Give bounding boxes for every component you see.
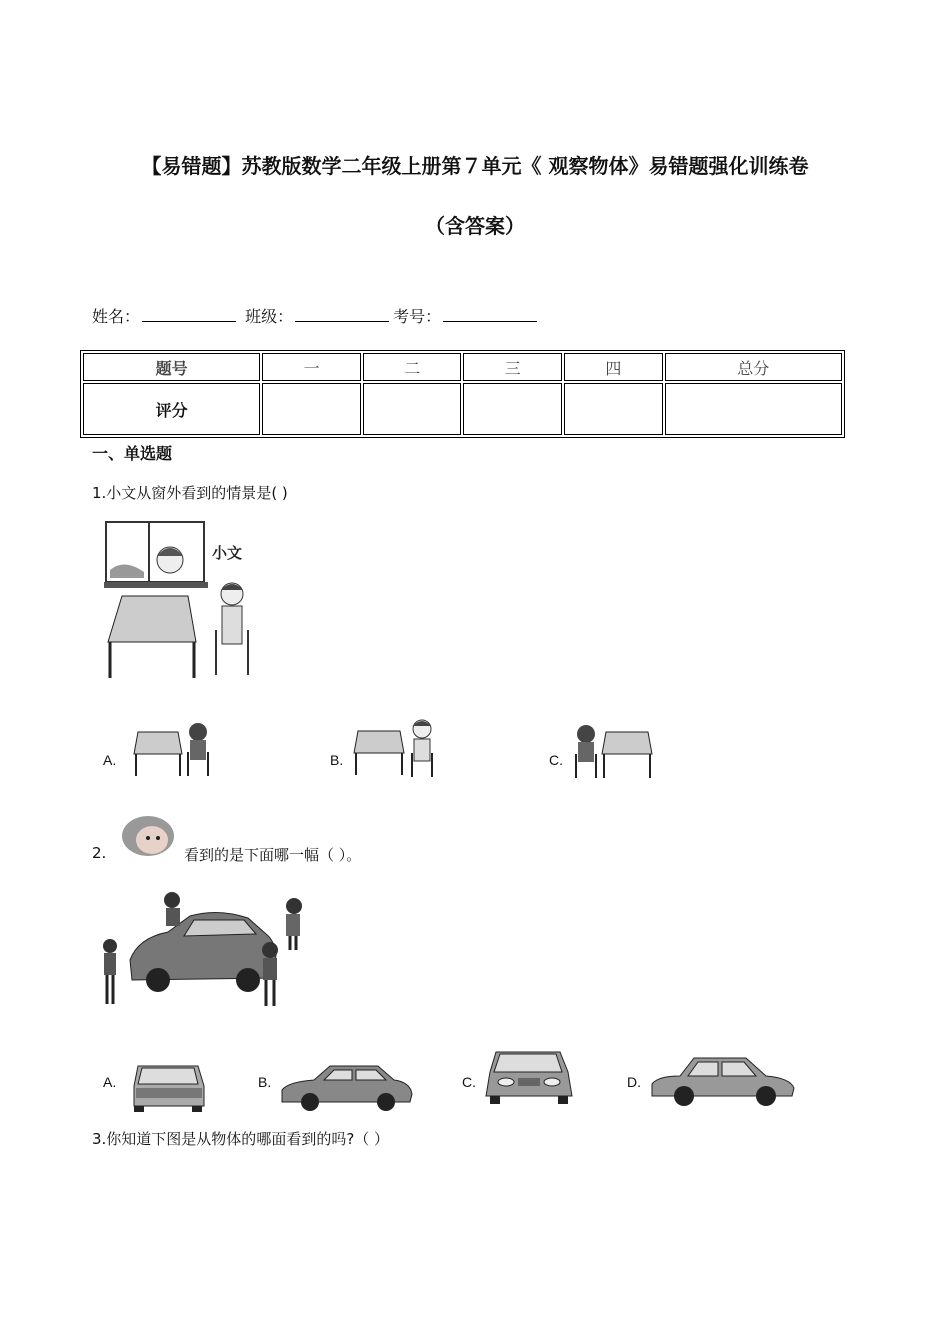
q2-option-a-car-rear[interactable] bbox=[128, 1058, 212, 1114]
student-info-row bbox=[92, 304, 541, 327]
score-cell-2[interactable] bbox=[363, 383, 462, 435]
column-1: 一 bbox=[262, 353, 361, 381]
q2-option-b-label[interactable]: B. bbox=[258, 1074, 272, 1090]
exam-label: 考号： bbox=[393, 307, 442, 326]
class-label: 班级： bbox=[245, 307, 294, 326]
q2-car-scene-illustration bbox=[98, 888, 308, 1010]
q2-option-d-label[interactable]: D. bbox=[627, 1074, 641, 1090]
xiaowen-label: 小文 bbox=[212, 544, 243, 562]
q1-option-b-image[interactable] bbox=[352, 713, 442, 781]
q2-option-d-car-side[interactable] bbox=[650, 1050, 796, 1108]
q1-option-a-label[interactable]: A. bbox=[103, 752, 117, 768]
title-line-1: 【易错题】苏教版数学二年级上册第７单元《 观察物体》易错题强化训练卷 bbox=[141, 154, 809, 178]
question-number-header: 题号 bbox=[83, 353, 260, 381]
column-total: 总分 bbox=[665, 353, 842, 381]
question-2-text: 看到的是下面哪一幅（ ）。 bbox=[184, 846, 362, 864]
column-4: 四 bbox=[564, 353, 663, 381]
section-1-title: 一、单选题 bbox=[92, 444, 173, 463]
name-blank[interactable] bbox=[142, 307, 236, 322]
question-3-text: 3.你知道下图是从物体的哪面看到的吗?（ ） bbox=[92, 1130, 390, 1148]
name-label: 姓名： bbox=[92, 307, 141, 326]
score-table bbox=[80, 350, 845, 438]
q1-option-c-label[interactable]: C. bbox=[549, 752, 563, 768]
q1-option-b-label[interactable]: B. bbox=[330, 752, 344, 768]
score-table-score-row bbox=[83, 383, 842, 435]
q2-option-c-label[interactable]: C. bbox=[462, 1074, 476, 1090]
q2-option-b-car-side[interactable] bbox=[278, 1058, 414, 1112]
score-cell-3[interactable] bbox=[463, 383, 562, 435]
class-blank[interactable] bbox=[295, 307, 389, 322]
score-cell-4[interactable] bbox=[564, 383, 663, 435]
column-3: 三 bbox=[463, 353, 562, 381]
q1-option-c-image[interactable] bbox=[572, 720, 658, 782]
score-cell-total[interactable] bbox=[665, 383, 842, 435]
q1-scene-illustration bbox=[104, 520, 274, 685]
question-2-number: 2. bbox=[92, 844, 107, 862]
score-row-label: 评分 bbox=[83, 383, 260, 435]
score-table-header-row bbox=[83, 353, 842, 381]
column-2: 二 bbox=[363, 353, 462, 381]
exam-blank[interactable] bbox=[443, 307, 537, 322]
q1-option-a-image[interactable] bbox=[132, 720, 216, 780]
q2-option-a-label[interactable]: A. bbox=[103, 1074, 117, 1090]
q2-option-c-car-front[interactable] bbox=[482, 1046, 576, 1110]
title-line-2: （含答案） bbox=[425, 214, 525, 238]
q2-child-face-icon bbox=[118, 812, 176, 860]
score-cell-1[interactable] bbox=[262, 383, 361, 435]
question-1-text: 1.小文从窗外看到的情景是( ) bbox=[92, 484, 288, 502]
